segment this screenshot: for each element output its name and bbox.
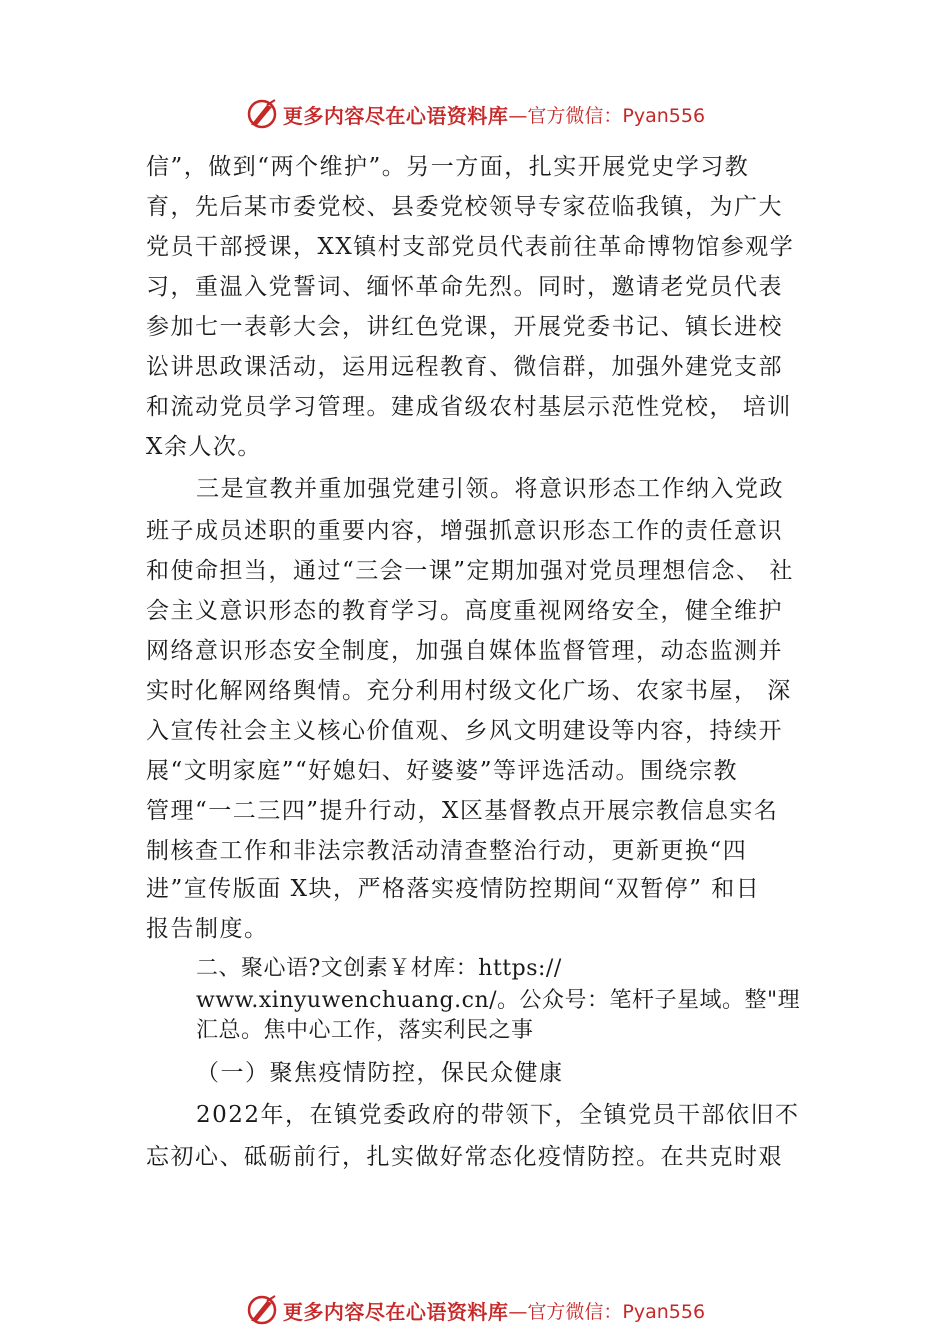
section-heading: 二、聚心语?文创素￥材库：https://	[196, 956, 562, 981]
banner-wechat: —官方微信：Pyan556	[508, 104, 706, 127]
text-line: 会主义意识形态的教育学习。高度重视网络安全，健全维护	[146, 598, 783, 624]
text-line: 讼讲思政课活动，运用远程教育、微信群，加强外建党支部	[146, 354, 783, 380]
text-line: 党员干部授课，XX镇村支部党员代表前往革命博物馆参观学	[146, 234, 795, 260]
text-line: 展“文明家庭”“好媳妇、好婆婆”等评选活动。围绕宗教	[146, 758, 739, 784]
text-line: 入宣传社会主义核心价值观、乡风文明建设等内容，持续开	[146, 718, 783, 744]
footer-banner	[0, 1290, 950, 1330]
banner-brand: 更多内容尽在心语资料库	[282, 103, 509, 128]
text-line: 班子成员述职的重要内容，增强抓意识形态工作的责任意识	[146, 518, 783, 544]
text-line: www.xinyuwenchuang.cn/。公众号：笔杆子星域。整"理	[196, 988, 801, 1013]
text-line: 网络意识形态安全制度，加强自媒体监督管理，动态监测并	[146, 638, 783, 664]
banner-brand: 更多内容尽在心语资料库	[282, 1299, 509, 1324]
text-line: 汇总。焦中心工作，落实利民之事	[196, 1018, 534, 1043]
banner-wechat: —官方微信：Pyan556	[508, 1300, 706, 1323]
paragraph-heading: 三是宣教并重加强党建引领。将意识形态工作纳入党政	[196, 476, 784, 502]
quill-pen-logo-icon	[245, 1293, 279, 1327]
text-line: 2022年，在镇党委政府的带领下，全镇党员干部依旧不	[196, 1102, 800, 1128]
text-line: 管理“一二三四”提升行动，X区基督教点开展宗教信息实名	[146, 798, 779, 824]
text-line: 习，重温入党誓词、缅怀革命先烈。同时，邀请老党员代表	[146, 274, 783, 300]
text-line: X余人次。	[146, 434, 262, 460]
text-line: 和使命担当，通过“三会一课”定期加强对党员理想信念、 社	[146, 558, 794, 584]
text-line: 进”宣传版面 X块，严格落实疫情防控期间“双暂停” 和日	[146, 876, 761, 902]
text-line: 信”，做到“两个维护”。另一方面，扎实开展党史学习教	[146, 154, 750, 180]
text-line: 制核查工作和非法宗教活动清查整治行动，更新更换“四	[146, 838, 748, 864]
text-line: 忘初心、砥砺前行，扎实做好常态化疫情防控。在共克时艰	[146, 1144, 783, 1170]
subsection-heading: （一）聚焦疫情防控，保民众健康	[196, 1060, 564, 1086]
text-line: 和流动党员学习管理。建成省级农村基层示范性党校， 培训	[146, 394, 792, 420]
quill-pen-logo-icon	[245, 97, 279, 131]
text-line: 育，先后某市委党校、县委党校领导专家莅临我镇，为广大	[146, 194, 783, 220]
text-line: 实时化解网络舆情。充分利用村级文化广场、农家书屋， 深	[146, 678, 792, 704]
text-line: 参加七一表彰大会，讲红色党课，开展党委书记、镇长进校	[146, 314, 783, 340]
text-line: 报告制度。	[146, 916, 269, 942]
header-banner	[0, 94, 950, 134]
